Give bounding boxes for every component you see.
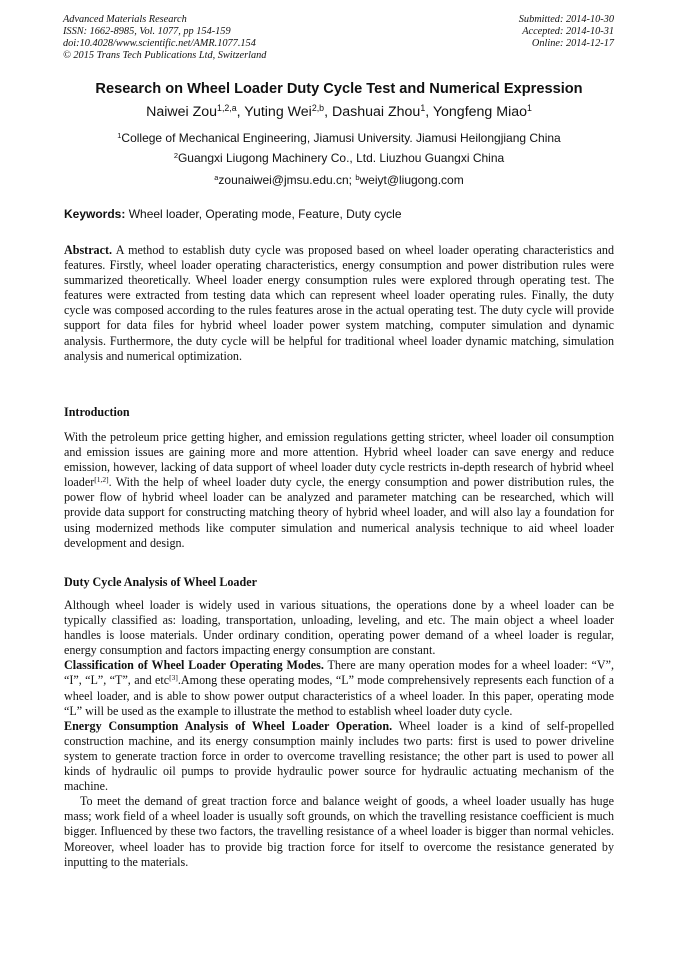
duty-cycle-section — [64, 598, 614, 870]
subheading-inline: Classification of Wheel Loader Operating Modes. — [64, 658, 324, 673]
accepted-date: Accepted: 2014-10-31 — [522, 26, 614, 37]
intro-text: . With the help of wheel loader duty cycle, the energy consumption and power distribution rules, the power flow of hybrid wheel loader can be analyzed and parameter matching can be researched, which will provide data support for constructing matching theory of hybrid wheel loader, and will also lay a foundation for using modernized methods like computer simulation and numerical analysis technique to aid wheel loader development and design. — [64, 475, 614, 550]
duty-cycle-heading: Duty Cycle Analysis of Wheel Loader — [64, 575, 257, 589]
paper-title: Research on Wheel Loader Duty Cycle Test and Numerical Expression — [95, 81, 583, 97]
author-sup: 1 — [420, 103, 426, 114]
affiliation-2 — [0, 151, 678, 165]
author-name: Yuting Wei — [244, 104, 312, 120]
author-name: Naiwei Zou — [146, 104, 218, 120]
online-date: Online: 2014-12-17 — [531, 38, 614, 49]
author-name: Dashuai Zhou — [331, 104, 421, 120]
paragraph-text: There are many operation modes for a wheel loader: “V”, “I”, “L”, “T”, and etc — [64, 658, 614, 688]
intro-text: With the petroleum price getting higher, and emission regulations getting stricter, wheel loader oil consumption and emission issues are gaining more and more attention. Hybrid wheel loader can save energy and reduce emission, however, lacking of data support of wheel loader duty cycle restricts in-depth research of hybrid wheel loader — [64, 430, 614, 490]
journal-header-right — [519, 14, 614, 50]
paragraph-text: .Among these operating modes, “L” mode comprehensively represents each function of a wheel loader, and is able to show power output characteristics of a wheel loader. In this paper, operating mode “L” will be used as the example to illustrate the method to establish wheel loader duty cycle. — [64, 673, 614, 718]
email-sup: b — [355, 172, 360, 182]
author-sup: 1,2,a — [217, 103, 237, 114]
affiliation-sup: 1 — [117, 130, 122, 140]
journal-name: Advanced Materials Research — [63, 14, 187, 25]
email-sup: a — [214, 172, 219, 182]
affiliation-text: College of Mechanical Engineering, Jiamusi University. Jiamusi Heilongjiang China — [121, 131, 561, 145]
affiliation-1 — [0, 131, 678, 145]
traction-paragraph: To meet the demand of great traction force and balance weight of goods, a wheel loader usually has huge mass; work field of a wheel loader is usually soft grounds, on which the travelling resistance coefficient is much bigger. Influenced by these two factors, the travelling resistance of a wheel loader is bigger than normal vehicles. Moreover, wheel loader has to provide big traction force for itself to overcome the resistance generated by inputting to the materials. — [64, 794, 614, 869]
doi-line: doi:10.4028/www.scientific.net/AMR.1077.154 — [63, 38, 256, 49]
energy-paragraph — [64, 719, 614, 794]
author-name: Yongfeng Miao — [432, 104, 527, 120]
author-sup: 1 — [527, 103, 532, 114]
journal-header-left — [63, 14, 266, 62]
abstract-label: Abstract. — [64, 243, 113, 257]
email-link[interactable]: zounaiwei@jmsu.edu.cn; — [218, 173, 356, 187]
affiliation-text: Guangxi Liugong Machinery Co., Ltd. Liuzhou Guangxi China — [177, 151, 505, 165]
submitted-date: Submitted: 2014-10-30 — [518, 14, 614, 25]
keywords-text: Wheel loader, Operating mode, Feature, Duty cycle — [125, 207, 402, 221]
email-link[interactable]: weiyt@liugong.com — [359, 173, 464, 187]
keywords-line — [64, 207, 402, 221]
issn-line: ISSN: 1662-8985, Vol. 1077, pp 154-159 — [63, 26, 231, 37]
abstract-paragraph — [64, 243, 614, 364]
abstract-text: A method to establish duty cycle was proposed based on wheel loader operating characteristics and features. Firstly, wheel loader operating characteristics, energy consumption and power distribution rules were summarized theoretically. Wheel loader energy consumption rules were explored through operating test. The features were extracted from testing data which can represent wheel loader operating rules. Finally, the duty cycle was composed according to the rules features arose in the actual operating test. The duty cycle will provide support for data files for hybrid wheel loader power system matching, computer simulation and dynamic analysis. Furthermore, the duty cycle will be helpful for traditional wheel loader dynamic matching, simulation analysis and numerical optimization. — [64, 243, 614, 363]
author-emails — [0, 173, 678, 187]
affiliation-sup: 2 — [173, 150, 178, 160]
introduction-paragraph — [64, 430, 614, 551]
citation[interactable]: [3] — [169, 673, 178, 683]
citation[interactable]: [1,2] — [94, 475, 109, 485]
author-sup: 2,b — [311, 103, 325, 114]
author-list: Naiwei Zou$^{1,2,a}$, Yuting Wei$^{2,b}$, Dashuai Zhou$^1$, Yongfeng Miao$^1$ — [146, 103, 532, 120]
keywords-label: Keywords: — [64, 207, 126, 221]
subheading-inline: Energy Consumption Analysis of Wheel Loader Operation. — [64, 718, 393, 733]
classification-paragraph — [64, 658, 614, 718]
introduction-heading: Introduction — [64, 405, 130, 419]
paragraph-text: Wheel loader is a kind of self-propelled construction machine, and its energy consumption mainly includes two parts: first is used to power driveline system to generate traction force in order to overcome travelling resistance; the other part is used to power all kinds of hydraulic oil pumps to provide hydraulic power source for hydraulic actuating mechanism of the machine. — [64, 718, 614, 794]
duty-paragraph: Although wheel loader is widely used in various situations, the operations done by a wheel loader can be typically classified as: loading, transportation, unloading, leveling, and etc. The main object a wheel loader handles is loose materials. Under ordinary condition, operating power demand of a wheel loader is regular, energy consumption and factors impacting energy consumption are constant. — [64, 598, 614, 658]
copyright-line: © 2015 Trans Tech Publications Ltd, Switzerland — [63, 50, 267, 61]
